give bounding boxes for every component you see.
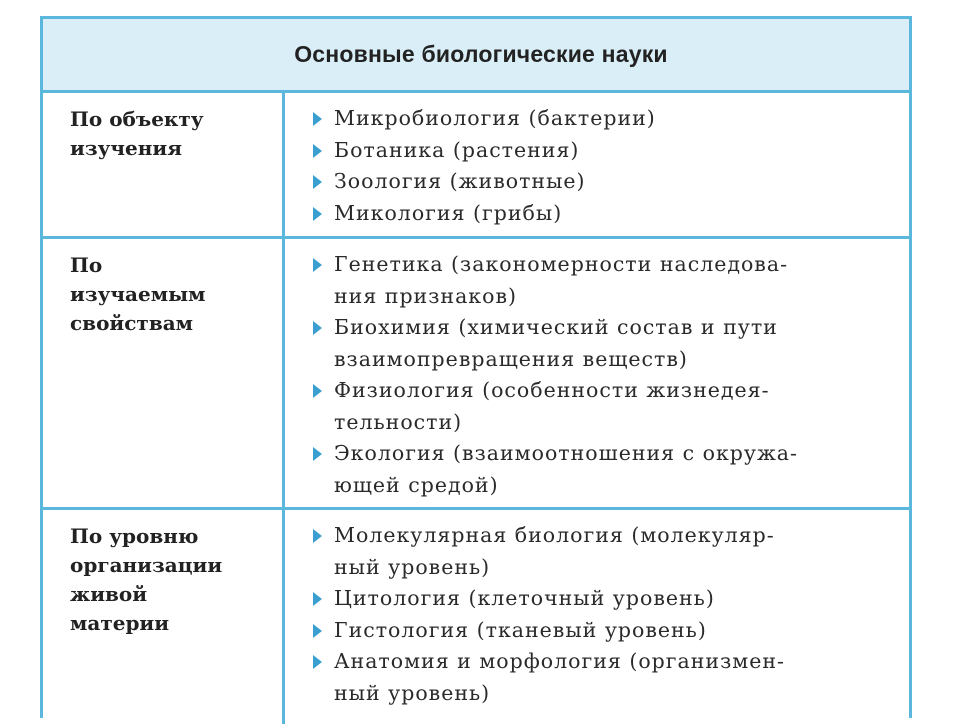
table-row-by-organization-level bbox=[43, 510, 909, 724]
science-text: Зоология (животные) bbox=[334, 169, 586, 193]
triangle-bullet-icon bbox=[313, 447, 322, 461]
list-item bbox=[313, 166, 909, 198]
science-text: Экология (взаимоотношения с окружа- ющей средой) bbox=[334, 441, 798, 497]
science-text: Генетика (закономерности наследова- ния признаков) bbox=[334, 252, 788, 308]
list-item bbox=[313, 583, 909, 615]
triangle-bullet-icon bbox=[313, 529, 322, 543]
category-label: По объекту изучения bbox=[70, 107, 204, 160]
science-text: Анатомия и морфология (организмен- ный уровень) bbox=[334, 649, 785, 705]
triangle-bullet-icon bbox=[313, 592, 322, 606]
table-row-by-properties bbox=[43, 239, 909, 510]
sciences-list bbox=[285, 510, 909, 724]
category-cell bbox=[43, 510, 285, 724]
triangle-bullet-icon bbox=[313, 258, 322, 272]
list-item bbox=[313, 520, 909, 583]
triangle-bullet-icon bbox=[313, 112, 322, 126]
triangle-bullet-icon bbox=[313, 175, 322, 189]
science-text: Ботаника (растения) bbox=[334, 137, 580, 162]
triangle-bullet-icon bbox=[313, 655, 322, 669]
list-item bbox=[313, 646, 909, 709]
category-cell bbox=[43, 239, 285, 507]
list-item bbox=[313, 135, 909, 167]
triangle-bullet-icon bbox=[313, 321, 322, 335]
sciences-list bbox=[285, 93, 909, 236]
triangle-bullet-icon bbox=[313, 144, 322, 158]
list-item bbox=[313, 103, 909, 135]
table-title: Основные биологические науки bbox=[294, 41, 668, 67]
triangle-bullet-icon bbox=[313, 207, 322, 221]
science-text: Физиология (особенности жизнедея- тельности) bbox=[334, 378, 770, 434]
sciences-list bbox=[285, 239, 909, 507]
sciences-table bbox=[40, 16, 912, 718]
list-item bbox=[313, 438, 909, 501]
science-text: Гистология (тканевый уровень) bbox=[334, 617, 707, 642]
triangle-bullet-icon bbox=[313, 384, 322, 398]
category-label: По уровню организации живой материи bbox=[70, 524, 223, 635]
science-text: Цитология (клеточный уровень) bbox=[334, 586, 715, 610]
science-text: Микробиология (бактерии) bbox=[334, 106, 656, 130]
list-item bbox=[313, 312, 909, 375]
science-text: Молекулярная биология (молекуляр- ный уровень) bbox=[334, 523, 775, 579]
table-row-by-object bbox=[43, 93, 909, 239]
table-header bbox=[43, 19, 909, 93]
list-item bbox=[313, 249, 909, 312]
category-cell bbox=[43, 93, 285, 236]
list-item bbox=[313, 615, 909, 647]
list-item bbox=[313, 198, 909, 230]
category-label: По изучаемым свойствам bbox=[70, 253, 206, 335]
science-text: Микология (грибы) bbox=[334, 200, 563, 225]
science-text: Биохимия (химический состав и пути взаимопревращения веществ) bbox=[334, 315, 778, 371]
list-item bbox=[313, 375, 909, 438]
triangle-bullet-icon bbox=[313, 624, 322, 638]
